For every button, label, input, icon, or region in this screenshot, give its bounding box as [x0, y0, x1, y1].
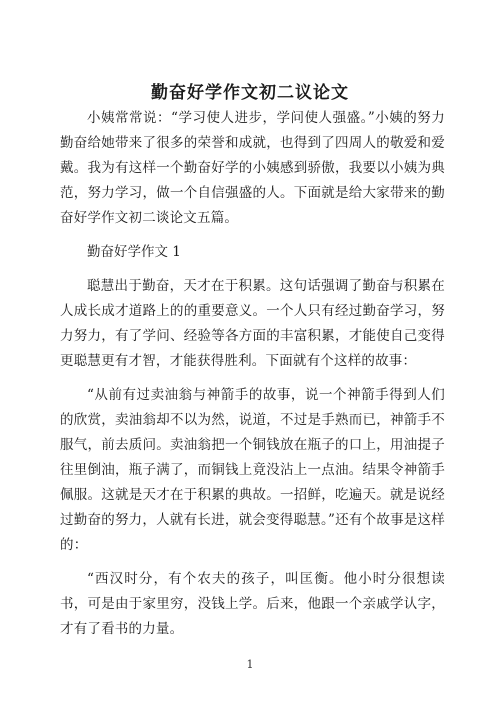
intro-paragraph: 小姨常常说：“学习使人进步，学问使人强盛。”小姨的努力勤奋给她带来了很多的荣誉和成就，也得到了四周人的敬爱和爱戴。我为有这样一个勤奋好学的小姨感到骄傲，我要以小姨为典范，努力学习，做一个自信强盛的人。下面就是给大家带来的勤奋好学作文初二谈论文五篇。 [60, 110, 445, 226]
body-paragraph-1: 聪慧出于勤奋，天才在于积累。这句话强调了勤奋与积累在人成长成才道路上的的重要意义。一个人只有经过勤奋学习，努力努力，有了学问、经验等各方面的丰富积累，才能使自己变得更聪慧更有才智，才能获得胜利。下面就有个这样的故事： [60, 278, 445, 369]
body-paragraph-2: “从前有过卖油翁与神箭手的故事，说一个神箭手得到人们的欣赏，卖油翁却不以为然，说道，不过是手熟而已，神箭手不服气，前去质问。卖油翁把一个铜钱放在瓶子的口上，用油提子往里倒油，瓶子满了，而铜钱上竟没沾上一点油。结果令神箭手佩服。这就是天才在于积累的典故。一招鲜，吃遍天。就是说经过勤奋的努力，人就有长进，就会变得聪慧。”还有个故事是这样的： [60, 387, 445, 553]
document-title: 勤奋好学作文初二议论文 [151, 83, 349, 103]
page-number: 1 [246, 658, 254, 671]
section-heading: 勤奋好学作文 1 [87, 244, 181, 260]
document-body [60, 106, 445, 651]
body-paragraph-3: “西汉时分，有个农夫的孩子，叫匡衡。他小时分很想读书，可是由于家里穷，没钱上学。后来，他跟一个亲戚学认字，才有了看书的力量。 [60, 571, 445, 637]
